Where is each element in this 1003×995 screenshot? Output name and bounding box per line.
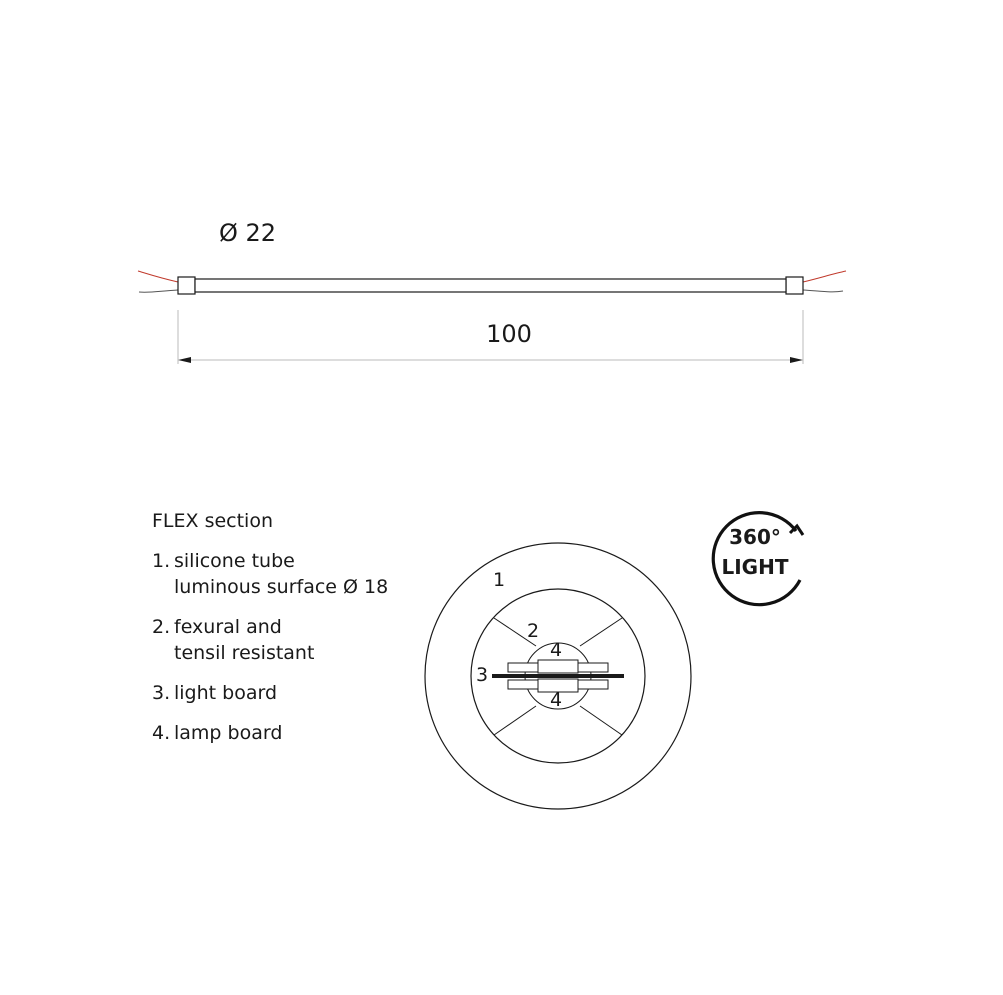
end-cap-right <box>786 277 803 294</box>
badge-line-1: 360° <box>729 525 781 549</box>
legend-item-line: silicone tube <box>174 550 295 572</box>
arrowhead-left <box>178 357 191 363</box>
spoke-top-right <box>580 618 622 646</box>
length-label: 100 <box>486 320 532 348</box>
legend-item-number: 4. <box>152 722 171 744</box>
legend-item-line: tensil resistant <box>174 642 315 664</box>
tube-side-view <box>138 219 846 294</box>
lamp-board-top <box>538 660 578 673</box>
side-block-left-top <box>508 663 538 672</box>
side-block-left-bottom <box>508 680 538 689</box>
wire-left-red <box>138 271 178 282</box>
legend-item-number: 3. <box>152 682 171 704</box>
callout-4-bottom: 4 <box>550 689 563 711</box>
callout-4-top: 4 <box>550 639 563 661</box>
legend-item-line: light board <box>174 682 278 704</box>
arrowhead-right <box>790 357 803 363</box>
callout-3: 3 <box>476 664 489 686</box>
wire-right-red <box>803 271 846 282</box>
length-dimension <box>178 310 803 364</box>
wire-right-dark <box>803 290 843 292</box>
side-block-right-top <box>578 663 608 672</box>
light-360-badge <box>713 513 803 605</box>
badge-line-2: LIGHT <box>721 555 789 579</box>
spoke-bottom-right <box>580 706 622 735</box>
side-block-right-bottom <box>578 680 608 689</box>
legend-item-number: 1. <box>152 550 171 572</box>
callout-1: 1 <box>493 569 506 591</box>
end-cap-left <box>178 277 195 294</box>
wire-left-dark <box>139 290 178 292</box>
tube-body <box>195 279 786 292</box>
legend-item-1 <box>152 548 388 600</box>
legend-item-3 <box>152 680 388 706</box>
spoke-bottom-left <box>494 706 536 735</box>
legend-title: FLEX section <box>152 510 274 532</box>
legend-item-line: luminous surface Ø 18 <box>174 576 389 598</box>
cross-section <box>425 543 691 809</box>
legend-item-4 <box>152 720 388 746</box>
legend-item-text <box>174 614 314 666</box>
diameter-label: Ø 22 <box>219 219 277 247</box>
legend-item-text <box>174 680 277 706</box>
legend-item-line: lamp board <box>174 722 283 744</box>
callout-2: 2 <box>527 620 540 642</box>
legend-item-text <box>174 548 388 600</box>
legend <box>152 508 388 760</box>
legend-item-number: 2. <box>152 616 171 638</box>
legend-item-text <box>174 720 282 746</box>
legend-item-line: fexural and <box>174 616 282 638</box>
legend-item-2 <box>152 614 388 666</box>
